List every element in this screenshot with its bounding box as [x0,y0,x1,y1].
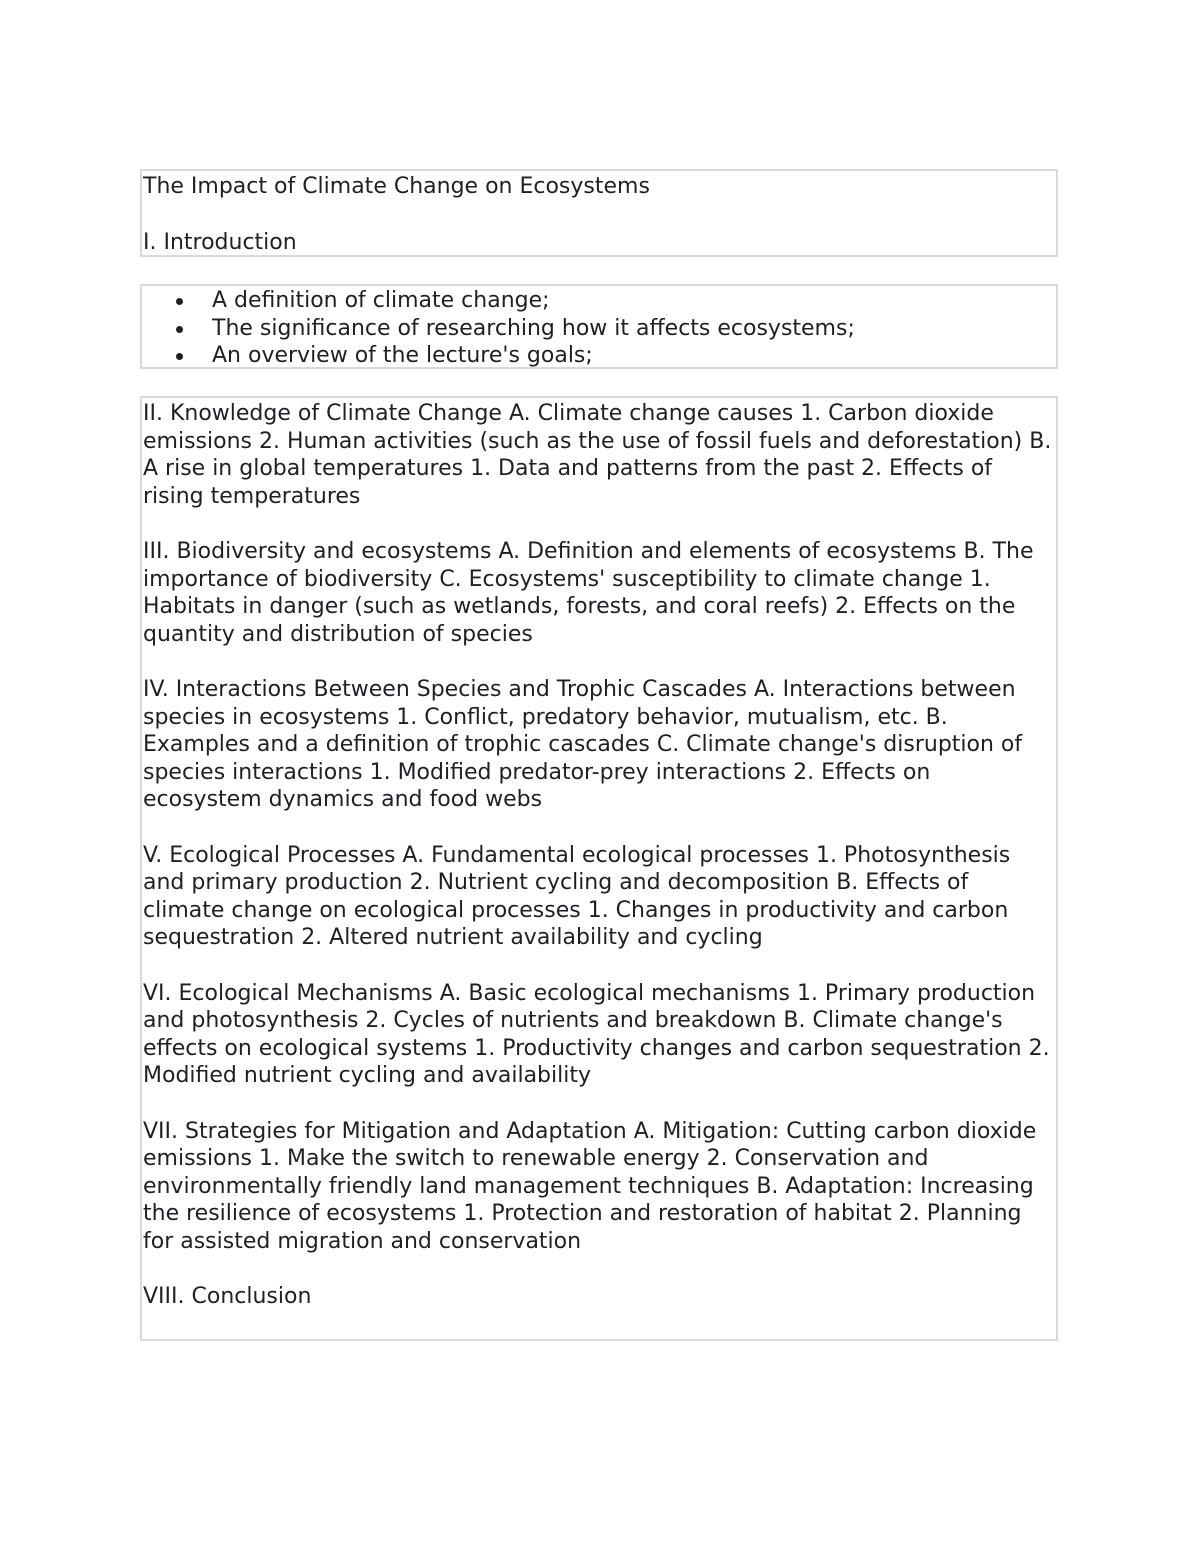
list-item: An overview of the lecture's goals; [142,342,1056,370]
document-title: The Impact of Climate Change on Ecosystems [143,174,650,199]
section-processes: V. Ecological Processes A. Fundamental ecological processes 1. Photosynthesis and primary production 2. Nutrient cycling and decomposition B. Effects of climate change on ecological processes 1. Changes in productivity and carbon sequestration 2. Altered nutrient availability and cycling [143,842,1011,950]
section-interactions: IV. Interactions Between Species and Trophic Cascades A. Interactions between species in ecosystems 1. Conflict, predatory behavior, mutualism, etc. B. Examples and a definition of trophic cascades C. Climate change's disruption of species interactions 1. Modified predator-prey interactions 2. Effects on ecosystem dynamics and food webs [143,677,1023,812]
section-biodiversity: III. Biodiversity and ecosystems A. Definition and elements of ecosystems B. The importance of biodiversity C. Ecosystems' susceptibility to climate change 1. Habitats in danger (such as wetlands, forests, and coral reefs) 2. Effects on the quantity and distribution of species [143,539,1034,647]
list-item: A definition of climate change; [142,287,1056,315]
section-strategies: VII. Strategies for Mitigation and Adaptation A. Mitigation: Cutting carbon dioxide emissions 1. Make the switch to renewable energy 2. Conservation and environmentally friendly land management techniques B. Adaptation: Increasing the resilience of ecosystems 1. Protection and restoration of habitat 2. Planning for assisted migration and conservation [143,1118,1037,1254]
section-conclusion: VIII. Conclusion [143,1284,312,1309]
spacer [143,201,1056,229]
intro-list-block [140,284,1058,369]
section-mechanisms: VI. Ecological Mechanisms A. Basic ecological mechanisms 1. Primary production and photosynthesis 2. Cycles of nutrients and breakdown B. Climate change's effects on ecological systems 1. Productivity changes and carbon sequestration 2. Modified nutrient cycling and availability [143,980,1050,1088]
outline-block [140,396,1058,1341]
header-block [140,169,1058,257]
list-item: The significance of researching how it affects ecosystems; [142,315,1056,343]
intro-list [142,287,1056,370]
section-knowledge: II. Knowledge of Climate Change A. Climate change causes 1. Carbon dioxide emissions 2. Human activities (such as the use of fossil fuels and deforestation) B. A rise in global temperatures 1. Data and patterns from the past 2. Effects of rising temperatures [143,401,1052,509]
intro-heading: I. Introduction [143,229,297,255]
